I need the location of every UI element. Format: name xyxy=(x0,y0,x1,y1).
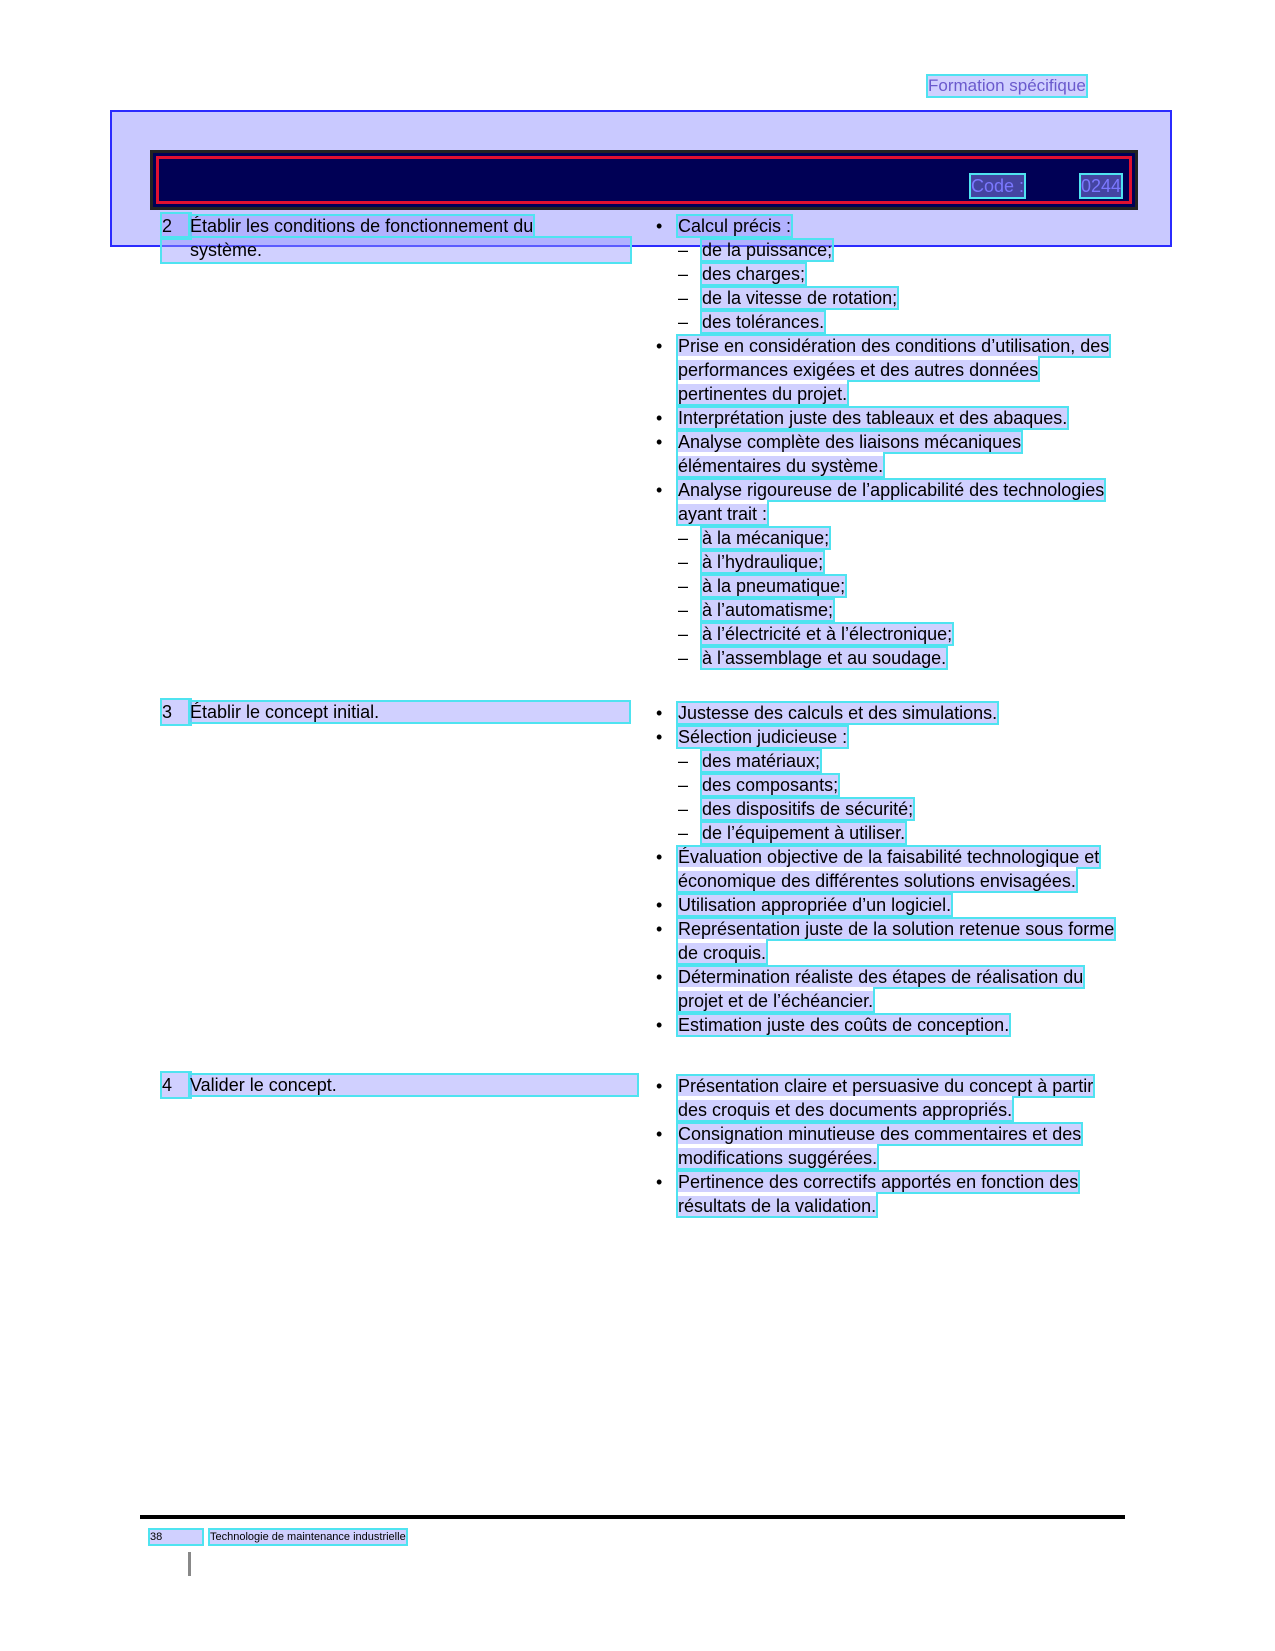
sub-criterion: – des dispositifs de sécurité; xyxy=(678,797,1126,821)
criterion: • Pertinence des correctifs apportés en fonction des résultats de la validation. xyxy=(656,1170,1126,1218)
criteria-3 xyxy=(656,701,1126,1037)
sub-criterion: – à l’automatisme; xyxy=(678,598,1126,622)
footer-rule xyxy=(140,1515,1125,1519)
criterion: • Prise en considération des conditions d’utilisation, des performances exigées et des autres données pertinentes du projet. xyxy=(656,334,1126,406)
sub-criterion: – de la vitesse de rotation; xyxy=(678,286,1126,310)
code-value: 0244 xyxy=(1081,176,1122,196)
criterion: • Présentation claire et persuasive du concept à partir des croquis et des documents appropriés. xyxy=(656,1074,1126,1122)
sub-criterion: – des matériaux; xyxy=(678,749,1126,773)
sub-criterion: – des charges; xyxy=(678,262,1126,286)
element-3 xyxy=(162,700,629,724)
element-number: 2 xyxy=(162,214,190,238)
running-title: Formation spécifique xyxy=(928,76,1086,95)
code-label: Code : xyxy=(971,176,1025,196)
element-title: Établir le concept initial. xyxy=(190,702,629,722)
sub-criterion: – des composants; xyxy=(678,773,1126,797)
element-4 xyxy=(162,1073,637,1097)
sub-criterion: – des tolérances. xyxy=(678,310,1126,334)
sub-criterion: – à l’assemblage et au soudage. xyxy=(678,646,1126,670)
sub-criterion: – de l’équipement à utiliser. xyxy=(678,821,1126,845)
criterion: • Utilisation appropriée d’un logiciel. xyxy=(656,893,1126,917)
sub-criterion: – à la mécanique; xyxy=(678,526,1126,550)
criterion: • Détermination réaliste des étapes de réalisation du projet et de l’échéancier. xyxy=(656,965,1126,1013)
criterion: • Évaluation objective de la faisabilité technologique et économique des différentes solutions envisagées. xyxy=(656,845,1126,893)
sub-criterion: – à la pneumatique; xyxy=(678,574,1126,598)
sub-criterion: – de la puissance; xyxy=(678,238,1126,262)
element-number: 4 xyxy=(162,1073,190,1097)
footer-document-title: Technologie de maintenance industrielle xyxy=(210,1531,406,1543)
criteria-2 xyxy=(656,214,1126,670)
page-number: 38 xyxy=(150,1530,202,1544)
criterion: • Analyse rigoureuse de l’applicabilité des technologies ayant trait : – à la mécanique; – à l’hydraulique; – à la pneumatique; – à l’automatisme; – à l’électricité et à l’électronique; – à l’assemblage et au soudage. xyxy=(656,478,1126,670)
sub-criterion: – à l’hydraulique; xyxy=(678,550,1126,574)
element-number: 3 xyxy=(162,700,190,724)
element-title: Valider le concept. xyxy=(190,1075,637,1095)
criterion: • Analyse complète des liaisons mécaniques élémentaires du système. xyxy=(656,430,1126,478)
criterion: • Estimation juste des coûts de conception. xyxy=(656,1013,1126,1037)
criteria-4 xyxy=(656,1074,1126,1218)
criterion: • Représentation juste de la solution retenue sous forme de croquis. xyxy=(656,917,1126,965)
criterion: • Justesse des calculs et des simulations. xyxy=(656,701,1126,725)
element-title: Établir les conditions de fonctionnement du xyxy=(190,216,534,236)
element-2 xyxy=(162,214,630,262)
competency-title-bar xyxy=(150,150,1138,210)
element-title-continued: système. xyxy=(162,238,630,262)
criterion: • Sélection judicieuse : – des matériaux; – des composants; – des dispositifs de sécurité; – de l’équipement à utiliser. xyxy=(656,725,1126,845)
criterion: • Interprétation juste des tableaux et des abaques. xyxy=(656,406,1126,430)
criterion: • Calcul précis : – de la puissance; – des charges; – de la vitesse de rotation; – des tolérances. xyxy=(656,214,1126,334)
footer-mark xyxy=(188,1552,191,1576)
criterion: • Consignation minutieuse des commentaires et des modifications suggérées. xyxy=(656,1122,1126,1170)
sub-criterion: – à l’électricité et à l’électronique; xyxy=(678,622,1126,646)
